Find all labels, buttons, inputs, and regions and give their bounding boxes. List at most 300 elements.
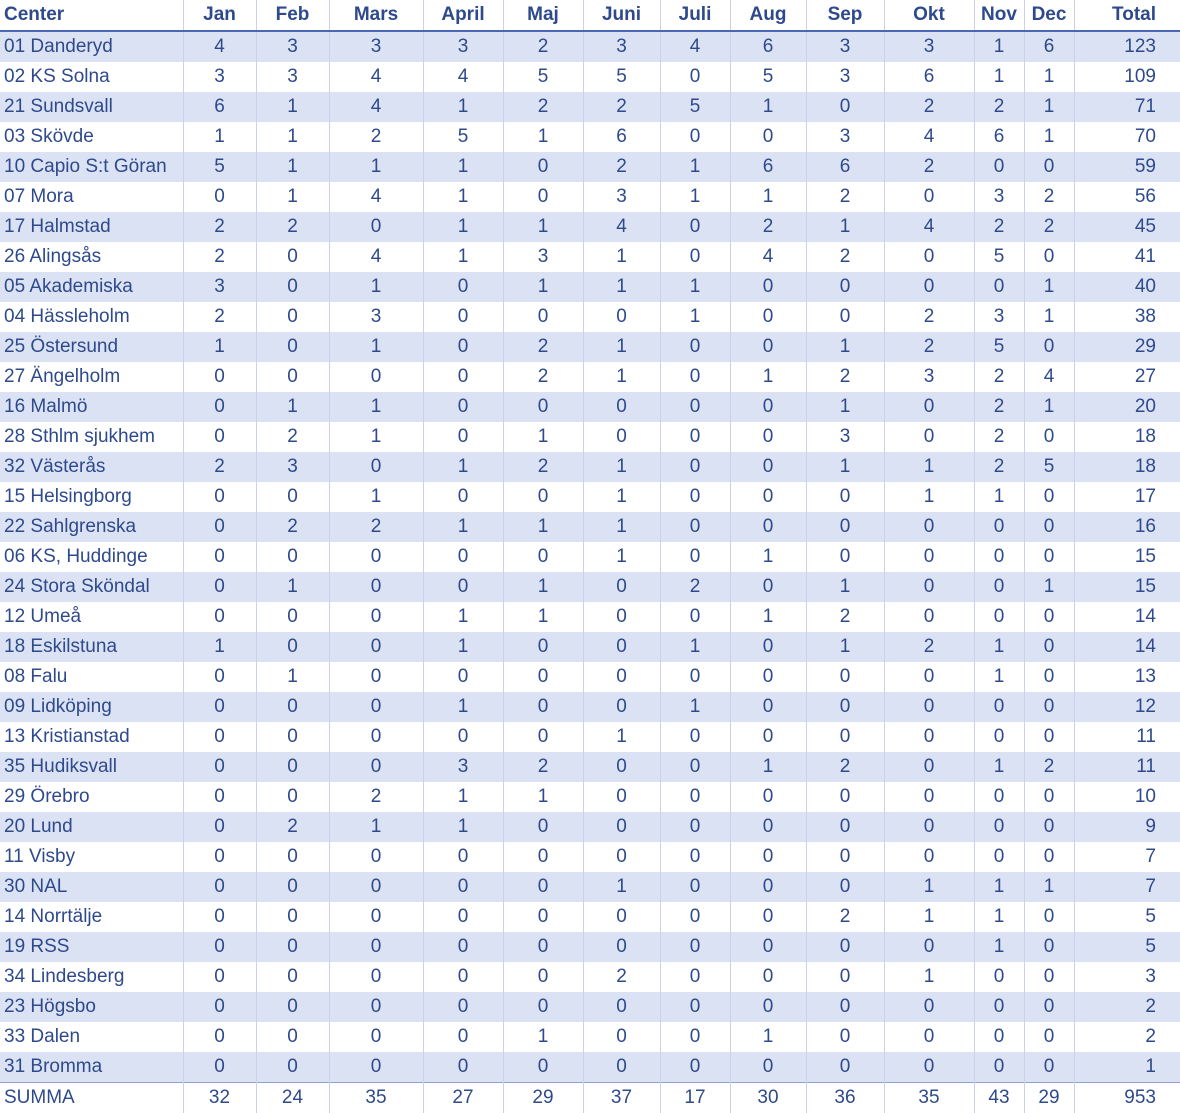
month-value-cell: 0 <box>1024 932 1074 962</box>
month-value-cell: 0 <box>974 692 1024 722</box>
month-value-cell: 0 <box>503 632 583 662</box>
month-value-cell: 0 <box>730 512 806 542</box>
column-header-feb: Feb <box>256 0 329 31</box>
month-value-cell: 0 <box>974 722 1024 752</box>
month-value-cell: 0 <box>806 302 884 332</box>
month-value-cell: 0 <box>974 602 1024 632</box>
month-value-cell: 0 <box>806 992 884 1022</box>
month-value-cell: 1 <box>583 722 660 752</box>
month-value-cell: 0 <box>583 992 660 1022</box>
month-value-cell: 0 <box>660 842 730 872</box>
month-value-cell: 1 <box>583 242 660 272</box>
month-value-cell: 5 <box>503 62 583 92</box>
month-value-cell: 0 <box>256 962 329 992</box>
month-value-cell: 2 <box>256 212 329 242</box>
month-value-cell: 1 <box>329 812 423 842</box>
month-value-cell: 0 <box>183 692 256 722</box>
month-value-cell: 0 <box>183 392 256 422</box>
month-value-cell: 0 <box>256 242 329 272</box>
total-cell: 14 <box>1074 602 1180 632</box>
month-value-cell: 0 <box>423 722 503 752</box>
table-row <box>0 92 1180 122</box>
month-value-cell: 0 <box>660 332 730 362</box>
month-value-cell: 0 <box>974 1022 1024 1052</box>
month-value-cell: 0 <box>423 1022 503 1052</box>
month-value-cell: 0 <box>423 1052 503 1083</box>
month-value-cell: 0 <box>329 692 423 722</box>
month-value-cell: 2 <box>974 392 1024 422</box>
month-value-cell: 0 <box>884 392 974 422</box>
table-row <box>0 752 1180 782</box>
month-value-cell: 0 <box>806 92 884 122</box>
month-value-cell: 0 <box>884 542 974 572</box>
month-value-cell: 0 <box>256 872 329 902</box>
total-cell: 12 <box>1074 692 1180 722</box>
total-cell: 1 <box>1074 1052 1180 1083</box>
month-value-cell: 5 <box>1024 452 1074 482</box>
month-value-cell: 1 <box>730 182 806 212</box>
total-cell: 16 <box>1074 512 1180 542</box>
table-row <box>0 62 1180 92</box>
month-value-cell: 0 <box>583 932 660 962</box>
month-value-cell: 0 <box>329 992 423 1022</box>
month-value-cell: 0 <box>503 962 583 992</box>
month-value-cell: 4 <box>660 31 730 62</box>
month-value-cell: 0 <box>423 902 503 932</box>
month-value-cell: 2 <box>884 302 974 332</box>
month-value-cell: 0 <box>423 992 503 1022</box>
month-value-cell: 1 <box>806 632 884 662</box>
month-value-cell: 0 <box>329 902 423 932</box>
table-row <box>0 482 1180 512</box>
month-value-cell: 0 <box>884 242 974 272</box>
month-value-cell: 0 <box>1024 692 1074 722</box>
month-value-cell: 0 <box>1024 1052 1074 1083</box>
month-value-cell: 2 <box>806 182 884 212</box>
month-value-cell: 0 <box>1024 722 1074 752</box>
month-value-cell: 0 <box>884 512 974 542</box>
month-value-cell: 1 <box>1024 572 1074 602</box>
month-value-cell: 2 <box>503 452 583 482</box>
month-value-cell: 0 <box>884 1052 974 1083</box>
month-value-cell: 2 <box>256 422 329 452</box>
column-header-okt: Okt <box>884 0 974 31</box>
month-value-cell: 0 <box>884 842 974 872</box>
month-value-cell: 1 <box>503 602 583 632</box>
month-value-cell: 0 <box>329 572 423 602</box>
month-value-cell: 1 <box>583 872 660 902</box>
month-value-cell: 0 <box>183 812 256 842</box>
month-value-cell: 0 <box>329 842 423 872</box>
total-cell: 41 <box>1074 242 1180 272</box>
total-cell: 123 <box>1074 31 1180 62</box>
month-value-cell: 2 <box>329 782 423 812</box>
month-value-cell: 0 <box>503 302 583 332</box>
month-value-cell: 1 <box>503 1022 583 1052</box>
month-value-cell: 0 <box>503 872 583 902</box>
month-value-cell: 0 <box>660 722 730 752</box>
center-name-cell: 09 Lidköping <box>0 692 183 722</box>
month-value-cell: 0 <box>583 842 660 872</box>
month-value-cell: 0 <box>183 722 256 752</box>
column-header-total: Total <box>1074 0 1180 31</box>
total-cell: 27 <box>1074 362 1180 392</box>
month-value-cell: 1 <box>503 572 583 602</box>
total-cell: 20 <box>1074 392 1180 422</box>
month-value-cell: 0 <box>256 932 329 962</box>
month-value-cell: 1 <box>884 872 974 902</box>
month-value-cell: 3 <box>583 31 660 62</box>
column-header-april: April <box>423 0 503 31</box>
month-value-cell: 0 <box>183 512 256 542</box>
month-value-cell: 2 <box>503 31 583 62</box>
month-value-cell: 5 <box>730 62 806 92</box>
month-value-cell: 3 <box>423 752 503 782</box>
month-value-cell: 2 <box>806 362 884 392</box>
month-value-cell: 5 <box>423 122 503 152</box>
table-row <box>0 782 1180 812</box>
month-value-cell: 1 <box>329 422 423 452</box>
month-value-cell: 3 <box>583 182 660 212</box>
month-value-cell: 0 <box>660 602 730 632</box>
table-row <box>0 662 1180 692</box>
month-value-cell: 0 <box>183 992 256 1022</box>
month-value-cell: 0 <box>806 542 884 572</box>
month-value-cell: 0 <box>583 1022 660 1052</box>
month-value-cell: 0 <box>183 962 256 992</box>
month-value-cell: 0 <box>583 1052 660 1083</box>
table-row <box>0 962 1180 992</box>
month-value-cell: 0 <box>583 632 660 662</box>
table-row <box>0 542 1180 572</box>
month-value-cell: 0 <box>884 812 974 842</box>
month-value-cell: 0 <box>583 422 660 452</box>
month-value-cell: 2 <box>884 152 974 182</box>
month-value-cell: 0 <box>1024 782 1074 812</box>
total-cell: 5 <box>1074 902 1180 932</box>
center-name-cell: 01 Danderyd <box>0 31 183 62</box>
month-value-cell: 0 <box>423 932 503 962</box>
total-cell: 56 <box>1074 182 1180 212</box>
month-value-cell: 0 <box>806 842 884 872</box>
month-value-cell: 3 <box>256 452 329 482</box>
month-value-cell: 1 <box>1024 92 1074 122</box>
table-row <box>0 272 1180 302</box>
month-value-cell: 1 <box>423 182 503 212</box>
month-value-cell: 0 <box>423 302 503 332</box>
month-value-cell: 4 <box>884 212 974 242</box>
center-name-cell: 34 Lindesberg <box>0 962 183 992</box>
month-value-cell: 0 <box>730 842 806 872</box>
month-value-cell: 1 <box>256 392 329 422</box>
month-value-cell: 0 <box>806 812 884 842</box>
month-value-cell: 1 <box>730 92 806 122</box>
month-value-cell: 1 <box>423 512 503 542</box>
month-value-cell: 0 <box>503 932 583 962</box>
month-value-cell: 0 <box>660 812 730 842</box>
month-value-cell: 0 <box>423 392 503 422</box>
month-value-cell: 1 <box>1024 122 1074 152</box>
total-cell: 71 <box>1074 92 1180 122</box>
month-value-cell: 0 <box>730 302 806 332</box>
month-value-cell: 0 <box>806 872 884 902</box>
month-value-cell: 0 <box>503 662 583 692</box>
total-cell: 59 <box>1074 152 1180 182</box>
table-row <box>0 902 1180 932</box>
month-value-cell: 1 <box>423 812 503 842</box>
center-name-cell: 07 Mora <box>0 182 183 212</box>
month-value-cell: 2 <box>329 122 423 152</box>
month-value-cell: 0 <box>423 272 503 302</box>
month-value-cell: 1 <box>583 542 660 572</box>
month-value-cell: 0 <box>329 632 423 662</box>
summa-row <box>0 1083 1180 1113</box>
month-value-cell: 3 <box>256 62 329 92</box>
center-name-cell: 05 Akademiska <box>0 272 183 302</box>
month-value-cell: 1 <box>660 272 730 302</box>
month-value-cell: 1 <box>974 872 1024 902</box>
month-value-cell: 0 <box>730 332 806 362</box>
month-value-cell: 1 <box>1024 302 1074 332</box>
table-row <box>0 1022 1180 1052</box>
column-header-sep: Sep <box>806 0 884 31</box>
total-cell: 2 <box>1074 1022 1180 1052</box>
month-value-cell: 0 <box>183 572 256 602</box>
month-value-cell: 0 <box>329 1052 423 1083</box>
month-value-cell: 0 <box>974 962 1024 992</box>
month-value-cell: 1 <box>329 392 423 422</box>
center-name-cell: 24 Stora Sköndal <box>0 572 183 602</box>
month-value-cell: 0 <box>806 782 884 812</box>
month-value-cell: 0 <box>1024 662 1074 692</box>
month-value-cell: 3 <box>974 182 1024 212</box>
month-value-cell: 0 <box>730 902 806 932</box>
month-value-cell: 0 <box>503 392 583 422</box>
month-value-cell: 0 <box>329 722 423 752</box>
month-value-cell: 0 <box>730 392 806 422</box>
summa-cell: 17 <box>660 1083 730 1113</box>
total-cell: 38 <box>1074 302 1180 332</box>
month-value-cell: 3 <box>806 122 884 152</box>
month-value-cell: 1 <box>1024 392 1074 422</box>
month-value-cell: 1 <box>806 392 884 422</box>
month-value-cell: 3 <box>329 302 423 332</box>
month-value-cell: 0 <box>974 512 1024 542</box>
month-value-cell: 0 <box>1024 812 1074 842</box>
summa-cell: 29 <box>503 1083 583 1113</box>
month-value-cell: 0 <box>884 722 974 752</box>
center-name-cell: 28 Sthlm sjukhem <box>0 422 183 452</box>
month-value-cell: 1 <box>974 632 1024 662</box>
total-cell: 7 <box>1074 872 1180 902</box>
month-value-cell: 0 <box>329 752 423 782</box>
month-value-cell: 1 <box>329 272 423 302</box>
month-value-cell: 1 <box>730 542 806 572</box>
month-value-cell: 0 <box>660 62 730 92</box>
month-value-cell: 3 <box>806 422 884 452</box>
month-value-cell: 1 <box>256 152 329 182</box>
month-value-cell: 1 <box>423 452 503 482</box>
month-value-cell: 0 <box>183 182 256 212</box>
month-value-cell: 0 <box>730 122 806 152</box>
month-value-cell: 6 <box>730 152 806 182</box>
center-name-cell: 29 Örebro <box>0 782 183 812</box>
month-value-cell: 1 <box>503 512 583 542</box>
month-value-cell: 2 <box>730 212 806 242</box>
month-value-cell: 0 <box>1024 332 1074 362</box>
month-value-cell: 0 <box>256 332 329 362</box>
summa-total-cell: 953 <box>1074 1083 1180 1113</box>
month-value-cell: 1 <box>503 782 583 812</box>
month-value-cell: 0 <box>660 662 730 692</box>
center-name-cell: 14 Norrtälje <box>0 902 183 932</box>
month-value-cell: 1 <box>730 602 806 632</box>
month-value-cell: 0 <box>1024 602 1074 632</box>
month-value-cell: 0 <box>1024 242 1074 272</box>
summa-cell: 30 <box>730 1083 806 1113</box>
month-value-cell: 0 <box>974 842 1024 872</box>
month-value-cell: 0 <box>660 962 730 992</box>
month-value-cell: 0 <box>660 1022 730 1052</box>
month-value-cell: 1 <box>423 92 503 122</box>
month-value-cell: 1 <box>660 692 730 722</box>
month-value-cell: 0 <box>423 332 503 362</box>
column-header-juni: Juni <box>583 0 660 31</box>
table-row <box>0 692 1180 722</box>
month-value-cell: 1 <box>583 482 660 512</box>
month-value-cell: 2 <box>974 362 1024 392</box>
month-value-cell: 0 <box>730 992 806 1022</box>
month-value-cell: 0 <box>660 122 730 152</box>
month-value-cell: 2 <box>1024 182 1074 212</box>
month-value-cell: 2 <box>660 572 730 602</box>
summa-cell: 29 <box>1024 1083 1074 1113</box>
month-value-cell: 2 <box>974 422 1024 452</box>
month-value-cell: 0 <box>503 152 583 182</box>
month-value-cell: 2 <box>1024 752 1074 782</box>
table-row <box>0 362 1180 392</box>
month-value-cell: 1 <box>884 482 974 512</box>
column-header-juli: Juli <box>660 0 730 31</box>
table-row <box>0 422 1180 452</box>
center-name-cell: 25 Östersund <box>0 332 183 362</box>
month-value-cell: 1 <box>974 662 1024 692</box>
month-value-cell: 2 <box>974 212 1024 242</box>
month-value-cell: 0 <box>884 782 974 812</box>
month-value-cell: 2 <box>183 302 256 332</box>
month-value-cell: 0 <box>1024 512 1074 542</box>
month-value-cell: 0 <box>583 572 660 602</box>
month-value-cell: 0 <box>183 872 256 902</box>
month-value-cell: 1 <box>503 122 583 152</box>
month-value-cell: 1 <box>183 122 256 152</box>
month-value-cell: 4 <box>730 242 806 272</box>
month-value-cell: 1 <box>974 482 1024 512</box>
month-value-cell: 5 <box>974 332 1024 362</box>
month-value-cell: 1 <box>806 452 884 482</box>
month-value-cell: 0 <box>660 542 730 572</box>
month-value-cell: 0 <box>423 362 503 392</box>
month-value-cell: 1 <box>256 572 329 602</box>
table-row <box>0 872 1180 902</box>
month-value-cell: 3 <box>974 302 1024 332</box>
table-row <box>0 302 1180 332</box>
month-value-cell: 4 <box>884 122 974 152</box>
month-value-cell: 0 <box>660 752 730 782</box>
month-value-cell: 0 <box>503 182 583 212</box>
month-value-cell: 0 <box>730 632 806 662</box>
month-value-cell: 0 <box>183 482 256 512</box>
month-value-cell: 0 <box>256 602 329 632</box>
table-row <box>0 452 1180 482</box>
center-name-cell: 02 KS Solna <box>0 62 183 92</box>
center-name-cell: 12 Umeå <box>0 602 183 632</box>
month-value-cell: 0 <box>806 962 884 992</box>
total-cell: 2 <box>1074 992 1180 1022</box>
total-cell: 29 <box>1074 332 1180 362</box>
total-cell: 15 <box>1074 542 1180 572</box>
month-value-cell: 0 <box>660 482 730 512</box>
column-header-nov: Nov <box>974 0 1024 31</box>
month-value-cell: 0 <box>583 662 660 692</box>
summa-cell: 37 <box>583 1083 660 1113</box>
center-name-cell: 16 Malmö <box>0 392 183 422</box>
month-value-cell: 0 <box>256 362 329 392</box>
month-value-cell: 0 <box>660 452 730 482</box>
month-value-cell: 0 <box>423 572 503 602</box>
center-name-cell: 08 Falu <box>0 662 183 692</box>
summa-label: SUMMA <box>0 1083 183 1113</box>
month-value-cell: 1 <box>583 362 660 392</box>
month-value-cell: 0 <box>884 752 974 782</box>
month-value-cell: 0 <box>884 932 974 962</box>
month-value-cell: 0 <box>974 152 1024 182</box>
center-name-cell: 27 Ängelholm <box>0 362 183 392</box>
month-value-cell: 0 <box>974 812 1024 842</box>
month-value-cell: 0 <box>660 902 730 932</box>
month-value-cell: 0 <box>660 392 730 422</box>
month-value-cell: 0 <box>730 662 806 692</box>
month-value-cell: 2 <box>884 332 974 362</box>
month-value-cell: 0 <box>583 692 660 722</box>
month-value-cell: 0 <box>329 662 423 692</box>
table-row <box>0 152 1180 182</box>
month-value-cell: 6 <box>884 62 974 92</box>
month-value-cell: 0 <box>183 932 256 962</box>
month-value-cell: 0 <box>974 1052 1024 1083</box>
month-value-cell: 0 <box>583 392 660 422</box>
month-value-cell: 1 <box>256 662 329 692</box>
month-value-cell: 0 <box>806 722 884 752</box>
month-value-cell: 0 <box>660 932 730 962</box>
month-value-cell: 0 <box>730 452 806 482</box>
month-value-cell: 0 <box>974 992 1024 1022</box>
month-value-cell: 1 <box>730 1022 806 1052</box>
month-value-cell: 6 <box>806 152 884 182</box>
center-name-cell: 03 Skövde <box>0 122 183 152</box>
month-value-cell: 0 <box>730 782 806 812</box>
month-value-cell: 3 <box>256 31 329 62</box>
month-value-cell: 1 <box>583 452 660 482</box>
month-value-cell: 0 <box>884 992 974 1022</box>
table-row <box>0 392 1180 422</box>
month-value-cell: 4 <box>329 242 423 272</box>
month-value-cell: 0 <box>1024 482 1074 512</box>
month-value-cell: 0 <box>1024 842 1074 872</box>
month-value-cell: 0 <box>503 992 583 1022</box>
month-value-cell: 0 <box>1024 902 1074 932</box>
month-value-cell: 0 <box>423 872 503 902</box>
